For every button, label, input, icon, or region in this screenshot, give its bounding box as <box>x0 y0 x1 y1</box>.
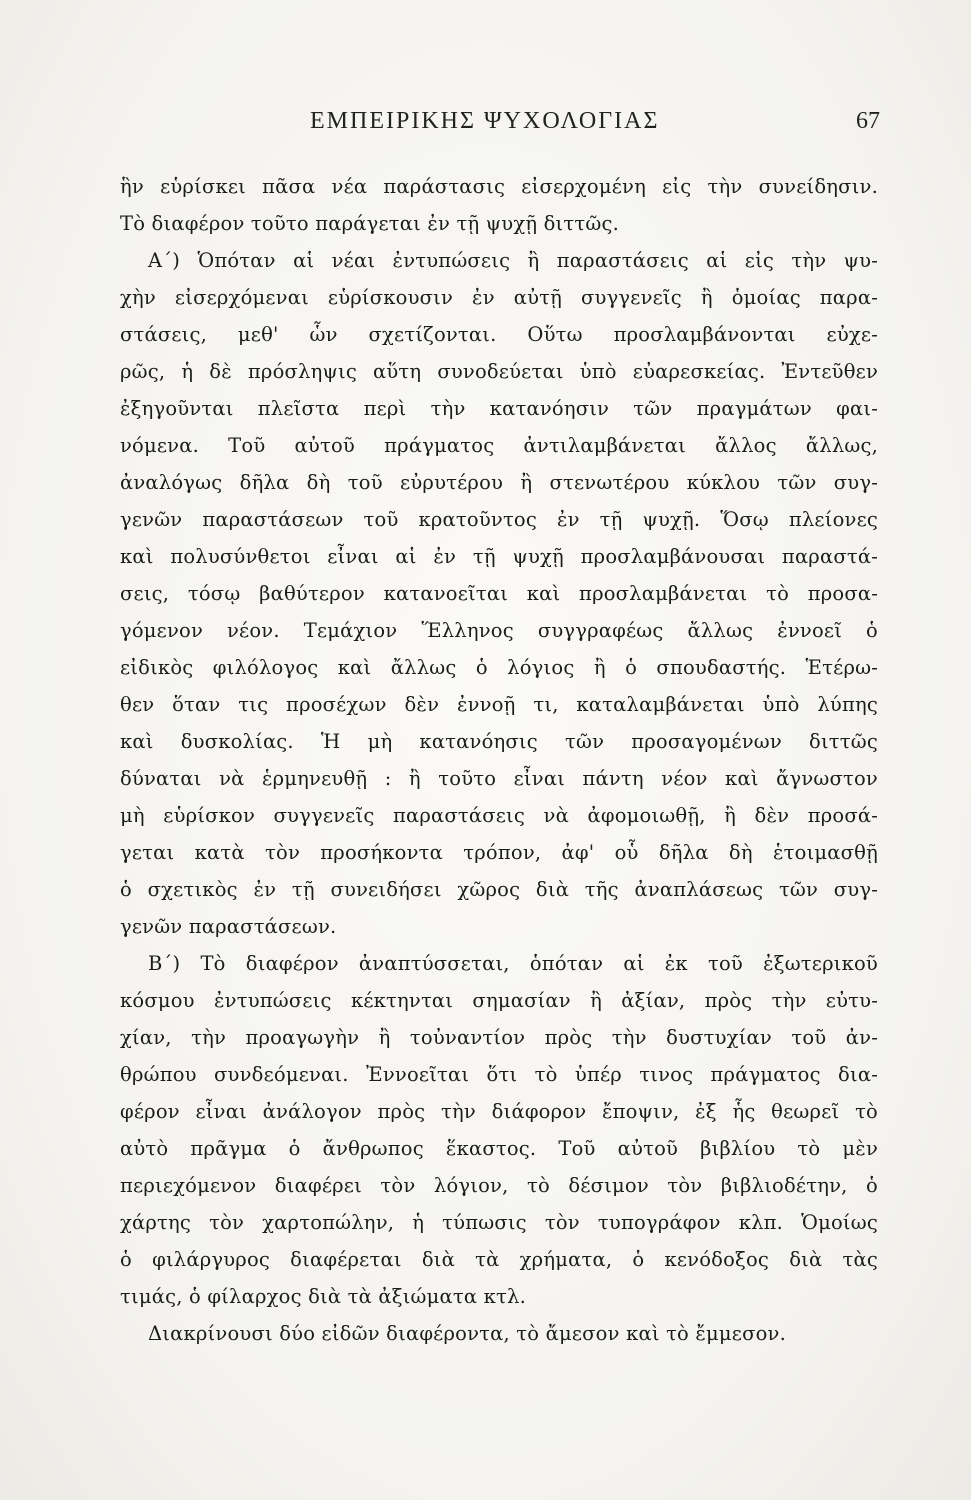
page-number: 67 <box>856 108 880 134</box>
text-line: ἣν εὑρίσκει πᾶσα νέα παράστασις εἰσερχομένη εἰς τὴν συνείδησιν. <box>120 175 878 198</box>
running-title: ΕΜΠΕΙΡΙΚΗΣ ΨΥΧΟΛΟΓΙΑΣ <box>310 108 660 134</box>
text-line: θεν ὅταν τις προσέχων δὲν ἐννοῇ τι, καταλαμβάνεται ὑπὸ λύπης <box>120 693 878 716</box>
text-line: μὴ εὑρίσκον συγγενεῖς παραστάσεις νὰ ἀφομοιωθῇ, ἢ δὲν προσά- <box>120 804 878 827</box>
text-line: θρώπου συνδεόμεναι. Ἐννοεῖται ὅτι τὸ ὑπέρ τινος πράγματος δια- <box>120 1063 878 1086</box>
text-line: ὁ σχετικὸς ἐν τῇ συνειδήσει χῶρος διὰ τῆς ἀναπλάσεως τῶν συγ- <box>120 878 878 901</box>
text-line: γενῶν παραστάσεων. <box>120 915 337 938</box>
text-line: καὶ πολυσύνθετοι εἶναι αἱ ἐν τῇ ψυχῇ προσλαμβάνουσαι παραστά- <box>120 545 878 568</box>
text-line: τιμάς, ὁ φίλαρχος διὰ τὰ ἀξιώματα κτλ. <box>120 1285 526 1308</box>
body-text <box>120 168 878 1352</box>
text-line: ἀναλόγως δῆλα δὴ τοῦ εὐρυτέρου ἢ στενωτέρου κύκλου τῶν συγ- <box>120 471 878 494</box>
text-line: ρῶς, ἡ δὲ πρόσληψις αὕτη συνοδεύεται ὑπὸ εὐαρεσκείας. Ἐντεῦθεν <box>120 360 878 383</box>
text-line: χίαν, τὴν προαγωγὴν ἢ τοὐναντίον πρὸς τὴν δυστυχίαν τοῦ ἀν- <box>120 1026 878 1049</box>
text-line: αὐτὸ πρᾶγμα ὁ ἄνθρωπος ἕκαστος. Τοῦ αὐτοῦ βιβλίου τὸ μὲν <box>120 1137 878 1160</box>
text-line: γενῶν παραστάσεων τοῦ κρατοῦντος ἐν τῇ ψυχῇ. Ὅσῳ πλείονες <box>120 508 878 531</box>
text-line: χὴν εἰσερχόμεναι εὑρίσκουσιν ἐν αὐτῇ συγγενεῖς ἢ ὁμοίας παρα- <box>120 286 878 309</box>
text-line: στάσεις, μεθ' ὧν σχετίζονται. Οὕτω προσλαμβάνονται εὐχε- <box>120 323 878 346</box>
text-line: ἐξηγοῦνται πλεῖστα περὶ τὴν κατανόησιν τῶν πραγμάτων φαι- <box>120 397 878 420</box>
text-line: χάρτης τὸν χαρτοπώλην, ἡ τύπωσις τὸν τυπογράφον κλπ. Ὁμοίως <box>120 1211 878 1234</box>
text-line: Τὸ διαφέρον τοῦτο παράγεται ἐν τῇ ψυχῇ διττῶς. <box>120 212 620 235</box>
page-header <box>190 108 880 142</box>
text-line: καὶ δυσκολίας. Ἡ μὴ κατανόησις τῶν προσαγομένων διττῶς <box>120 730 878 753</box>
text-line: σεις, τόσῳ βαθύτερον κατανοεῖται καὶ προσλαμβάνεται τὸ προσα- <box>120 582 878 605</box>
text-line: Α΄) Ὁπόταν αἱ νέαι ἐντυπώσεις ἢ παραστάσεις αἱ εἰς τὴν ψυ- <box>148 249 878 272</box>
text-line: εἰδικὸς φιλόλογος καὶ ἄλλως ὁ λόγιος ἢ ὁ σπουδαστής. Ἑτέρω- <box>120 656 878 679</box>
text-line: γόμενον νέον. Τεμάχιον Ἕλληνος συγγραφέως ἄλλως ἐννοεῖ ὁ <box>120 619 878 642</box>
text-line: κόσμου ἐντυπώσεις κέκτηνται σημασίαν ἢ ἀξίαν, πρὸς τὴν εὐτυ- <box>120 989 878 1012</box>
text-line: γεται κατὰ τὸν προσήκοντα τρόπον, ἀφ' οὗ δῆλα δὴ ἑτοιμασθῇ <box>120 841 878 864</box>
text-line: Διακρίνουσι δύο εἰδῶν διαφέροντα, τὸ ἄμεσον καὶ τὸ ἔμμεσον. <box>148 1322 787 1345</box>
text-line: περιεχόμενον διαφέρει τὸν λόγιον, τὸ δέσιμον τὸν βιβλιοδέτην, ὁ <box>120 1174 878 1197</box>
text-line: φέρον εἶναι ἀνάλογον πρὸς τὴν διάφορον ἔποψιν, ἐξ ἧς θεωρεῖ τὸ <box>120 1100 878 1123</box>
text-line: δύναται νὰ ἑρμηνευθῇ : ἢ τοῦτο εἶναι πάντη νέον καὶ ἄγνωστον <box>120 767 878 790</box>
text-line: Β΄) Τὸ διαφέρον ἀναπτύσσεται, ὁπόταν αἱ ἐκ τοῦ ἐξωτερικοῦ <box>148 952 878 975</box>
text-line: ὁ φιλάργυρος διαφέρεται διὰ τὰ χρήματα, ὁ κενόδοξος διὰ τὰς <box>120 1248 878 1271</box>
text-line: νόμενα. Τοῦ αὐτοῦ πράγματος ἀντιλαμβάνεται ἄλλος ἄλλως, <box>120 434 878 457</box>
